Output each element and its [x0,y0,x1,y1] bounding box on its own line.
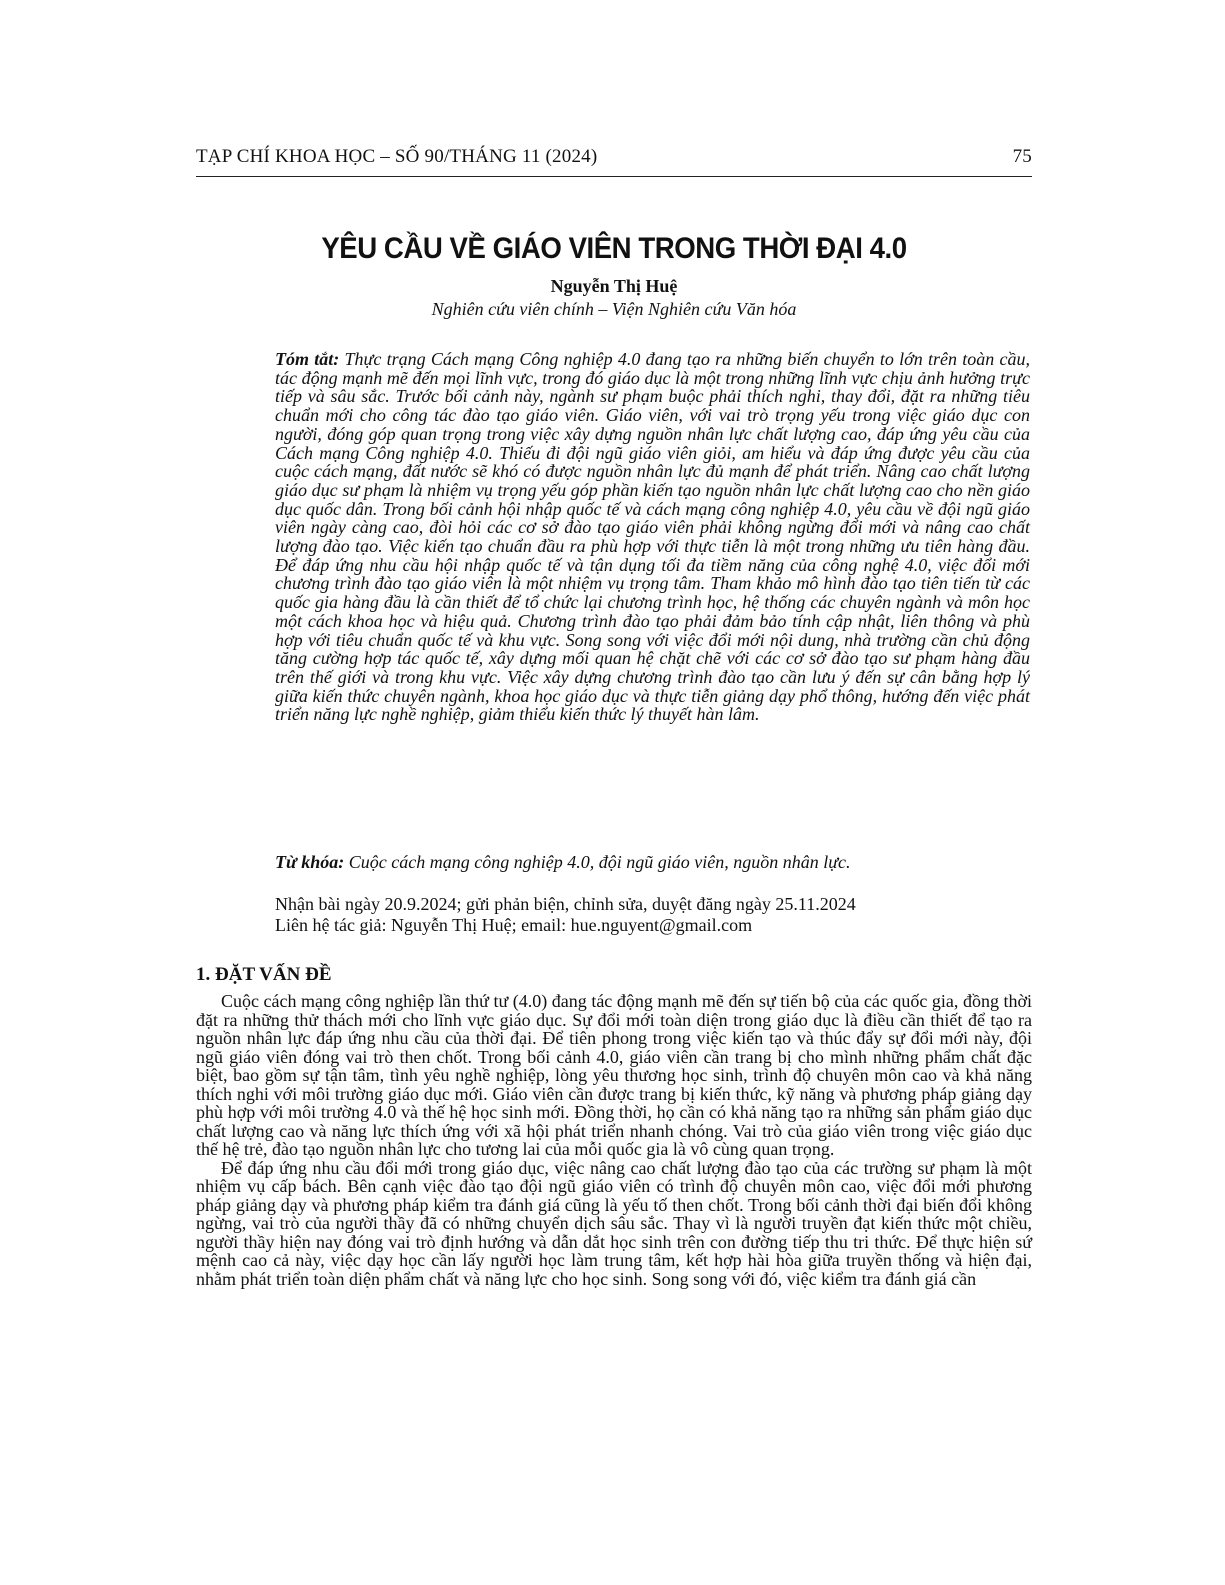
body-paragraph: Cuộc cách mạng công nghiệp lần thứ tư (4.0) đang tác động mạnh mẽ đến sự tiến bộ của các quốc gia, đồng thời đặt ra những thử thách mới cho lĩnh vực giáo dục. Sự đổi mới toàn diện trong giáo dục là điều cần thiết để tạo ra nguồn nhân lực đáp ứng nhu cầu của thời đại. Để tiên phong trong việc kiến tạo và thúc đẩy sự đổi mới này, đội ngũ giáo viên đóng vai trò then chốt. Trong bối cảnh 4.0, giáo viên cần trang bị cho mình những phẩm chất đặc biệt, bao gồm sự tận tâm, tình yêu nghề nghiệp, lòng yêu thương học sinh, trình độ chuyên môn cao và khả năng thích nghi với môi trường giáo dục mới. Giáo viên cần được trang bị kiến thức, kỹ năng và phương pháp giảng dạy phù hợp với môi trường 4.0 và thế hệ học sinh mới. Đồng thời, họ cần có khả năng tạo ra những sản phẩm giáo dục chất lượng cao và năng lực thích ứng với xã hội phát triển nhanh chóng. Vai trò của giáo viên trong việc giáo dục thế hệ trẻ, đào tạo nguồn nhân lực cho tương lai của mỗi quốc gia là vô cùng quan trọng. [196,991,1032,1159]
contact-line: Liên hệ tác giả: Nguyễn Thị Huệ; email: hue.nguyent@gmail.com [275,915,753,935]
paper-title: YÊU CẦU VỀ GIÁO VIÊN TRONG THỜI ĐẠI 4.0 [321,232,907,265]
section-heading: 1. ĐẶT VẤN ĐỀ [196,964,332,985]
author-name: Nguyễn Thị Huệ [550,276,678,296]
author-affiliation: Nghiên cứu viên chính – Viện Nghiên cứu Văn hóa [431,299,797,319]
journal-name: TẠP CHÍ KHOA HỌC – SỐ 90/THÁNG 11 (2024) [196,146,598,167]
received-line: Nhận bài ngày 20.9.2024; gửi phản biện, chỉnh sửa, duyệt đăng ngày 25.11.2024 [275,894,856,914]
article-info [275,894,1030,936]
page-number: 75 [1012,146,1032,167]
abstract-label: Tóm tắt: [275,349,340,369]
keywords-label: Từ khóa: [275,852,345,872]
keywords [275,852,1030,872]
abstract [275,350,1030,724]
body-paragraph: Để đáp ứng nhu cầu đổi mới trong giáo dục, việc nâng cao chất lượng đào tạo của các trường sư phạm là một nhiệm vụ cấp bách. Bên cạnh việc đào tạo đội ngũ giáo viên có trình độ chuyên môn cao, việc đổi mới phương pháp giảng dạy và phương pháp kiểm tra đánh giá cũng là yếu tố then chốt. Trong bối cảnh thời đại biến đổi không ngừng, vai trò của người thầy đã có những chuyển dịch sâu sắc. Thay vì là người truyền đạt kiến thức một chiều, người thầy hiện nay đóng vai trò định hướng và dẫn dắt học sinh trên con đường tiếp thu tri thức. Để thực hiện sứ mệnh cao cả này, việc dạy học cần lấy người học làm trung tâm, kết hợp hài hòa giữa truyền thống và hiện đại, nhằm phát triển toàn diện phẩm chất và năng lực cho học sinh. Song song với đó, việc kiểm tra đánh giá cần [196,1157,1032,1289]
keywords-text: Cuộc cách mạng công nghiệp 4.0, đội ngũ giáo viên, nguồn nhân lực. [348,852,851,872]
section-body [196,992,1032,1288]
running-header [196,146,1032,177]
abstract-text: Thực trạng Cách mạng Công nghiệp 4.0 đang tạo ra những biến chuyển to lớn trên toàn cầu, tác động mạnh mẽ đến mọi lĩnh vực, trong đó giáo dục là một trong những lĩnh vực chịu ảnh hưởng trực tiếp và sâu sắc. Trước bối cảnh này, ngành sư phạm buộc phải thích nghi, thay đổi, đặt ra những tiêu chuẩn mới cho công tác đào tạo giáo viên. Giáo viên, với vai trò trọng yếu trong việc giáo dục con người, đóng góp quan trọng trong việc xây dựng nguồn nhân lực chất lượng cao, đáp ứng yêu cầu của Cách mạng Công nghiệp 4.0. Thiếu đi đội ngũ giáo viên giỏi, am hiểu và đáp ứng được yêu cầu của cuộc cách mạng, đất nước sẽ khó có được nguồn nhân lực đủ mạnh để phát triển. Nâng cao chất lượng giáo dục sư phạm là nhiệm vụ trọng yếu góp phần kiến tạo nguồn nhân lực chất lượng cao cho nền giáo dục quốc dân. Trong bối cảnh hội nhập quốc tế và cách mạng công nghiệp 4.0, yêu cầu về đội ngũ giáo viên ngày càng cao, đòi hỏi các cơ sở đào tạo giáo viên phải không ngừng đổi mới và nâng cao chất lượng đào tạo. Việc kiến tạo chuẩn đầu ra phù hợp với thực tiễn là một trong những ưu tiên hàng đầu. Để đáp ứng nhu cầu hội nhập quốc tế và tận dụng tối đa tiềm năng của công nghệ 4.0, việc đổi mới chương trình đào tạo giáo viên là một nhiệm vụ trọng tâm. Tham khảo mô hình đào tạo tiên tiến từ các quốc gia hàng đầu là cần thiết để tổ chức lại chương trình học, hệ thống các chuyên ngành và môn học một cách khoa học và hiệu quả. Chương trình đào tạo phải đảm bảo tính cập nhật, liên thông và phù hợp với tiêu chuẩn quốc tế và khu vực. Song song với việc đổi mới nội dung, nhà trường cần chủ động tăng cường hợp tác quốc tế, xây dựng mối quan hệ chặt chẽ với các cơ sở đào tạo sư phạm hàng đầu trên thế giới và trong khu vực. Việc xây dựng chương trình đào tạo cần lưu ý đến sự cân bằng hợp lý giữa kiến thức chuyên ngành, khoa học giáo dục và thực tiễn giảng dạy phổ thông, hướng đến việc phát triển năng lực nghề nghiệp, giảm thiểu kiến thức lý thuyết hàn lâm. [275,349,1030,725]
